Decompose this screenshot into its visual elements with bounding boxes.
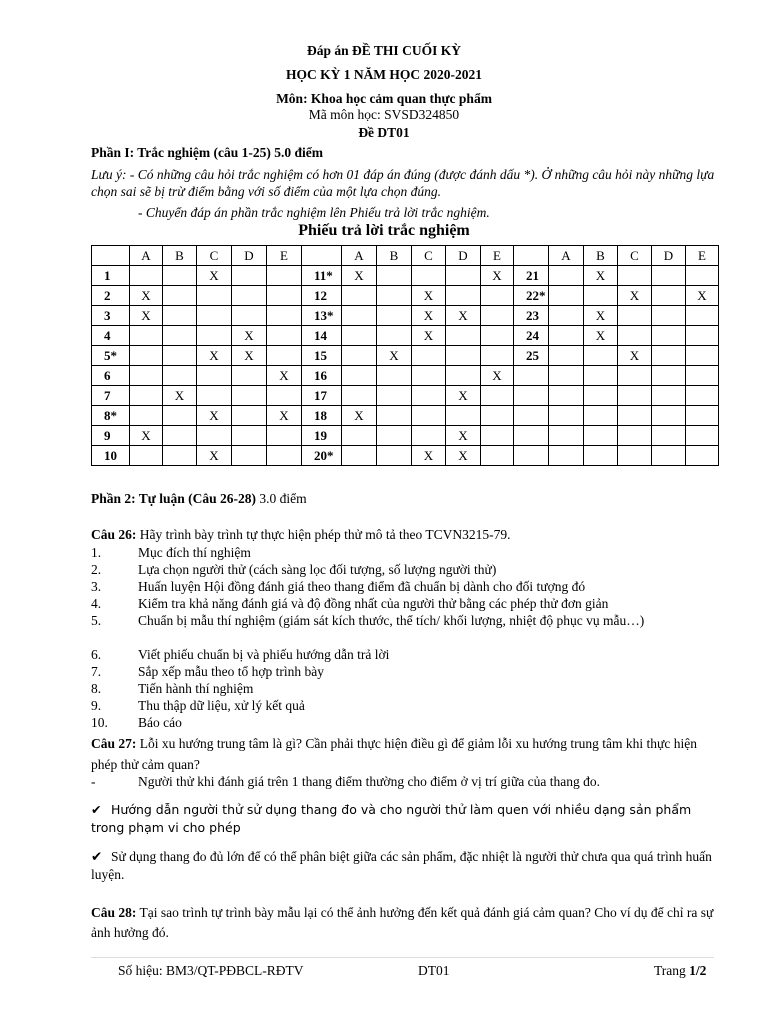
question-number-cell: 10 xyxy=(92,446,130,466)
doc-title: Đáp án ĐỀ THI CUỐI KỲ xyxy=(307,43,461,58)
table-header-cell: B xyxy=(584,246,618,266)
answer-cell xyxy=(584,406,618,426)
question-number-cell: 9 xyxy=(92,426,130,446)
answer-cell xyxy=(267,346,302,366)
answer-cell xyxy=(130,266,163,286)
list-item: 7. Sắp xếp mẫu theo tổ hợp trình bày xyxy=(91,664,324,679)
answer-cell xyxy=(130,366,163,386)
question-number-cell: 5* xyxy=(92,346,130,366)
answer-cell xyxy=(163,286,197,306)
answer-cell xyxy=(377,326,412,346)
answer-cell: X xyxy=(481,266,514,286)
answer-cell xyxy=(232,426,267,446)
part2-heading: Phần 2: Tự luận (Câu 26-28) 3.0 điểm xyxy=(91,491,307,506)
answer-cell xyxy=(584,286,618,306)
table-header-cell: E xyxy=(267,246,302,266)
part1-heading: Phần I: Trắc nghiệm (câu 1-25) 5.0 điểm xyxy=(91,145,323,160)
table-header-cell: D xyxy=(446,246,481,266)
table-header-cell xyxy=(302,246,342,266)
answer-cell xyxy=(618,326,652,346)
table-row xyxy=(92,406,719,426)
answer-cell xyxy=(267,266,302,286)
answer-cell xyxy=(686,366,719,386)
answer-cell xyxy=(549,426,584,446)
answer-cell: X xyxy=(618,346,652,366)
answer-cell xyxy=(686,326,719,346)
answer-cell xyxy=(481,286,514,306)
table-row xyxy=(92,306,719,326)
question-number-cell: 18 xyxy=(302,406,342,426)
answer-cell xyxy=(618,366,652,386)
answer-table xyxy=(91,245,719,466)
answer-cell xyxy=(377,406,412,426)
list-item: 10. Báo cáo xyxy=(91,715,182,730)
q27-answer: - Người thử khi đánh giá trên 1 thang điểm thường cho điểm ở vị trí giữa của thang đo. xyxy=(91,774,600,789)
q27-check-item: ✔ Hướng dẫn người thử sử dụng thang đo và cho người thử làm quen với nhiều dạng sản phẩm trong phạm vi cho phép xyxy=(91,802,692,835)
answer-cell: X xyxy=(342,266,377,286)
question-number-cell xyxy=(514,426,549,446)
answer-cell xyxy=(232,406,267,426)
answer-cell: X xyxy=(197,446,232,466)
answer-cell xyxy=(163,366,197,386)
answer-cell xyxy=(267,386,302,406)
answer-cell xyxy=(618,266,652,286)
list-item: 1. Mục đích thí nghiệm xyxy=(91,545,251,560)
list-item: 6. Viết phiếu chuẩn bị và phiếu hướng dẫn trả lời xyxy=(91,647,390,662)
table-header-cell: C xyxy=(412,246,446,266)
table-header-cell: B xyxy=(163,246,197,266)
answer-cell xyxy=(652,326,686,346)
question-number-cell: 19 xyxy=(302,426,342,446)
answer-cell: X xyxy=(130,286,163,306)
answer-cell xyxy=(267,446,302,466)
list-item: 9. Thu thập dữ liệu, xử lý kết quả xyxy=(91,698,305,713)
answer-cell xyxy=(267,286,302,306)
answer-cell xyxy=(232,286,267,306)
table-row xyxy=(92,366,719,386)
answer-cell xyxy=(412,426,446,446)
answer-cell xyxy=(267,426,302,446)
answer-cell xyxy=(549,446,584,466)
answer-cell xyxy=(130,346,163,366)
answer-cell xyxy=(163,326,197,346)
question-number-cell: 11* xyxy=(302,266,342,286)
table-header-cell: D xyxy=(232,246,267,266)
question-number-cell: 6 xyxy=(92,366,130,386)
answer-cell: X xyxy=(197,406,232,426)
answer-cell xyxy=(652,366,686,386)
answer-cell xyxy=(163,346,197,366)
answer-cell: X xyxy=(584,306,618,326)
answer-cell xyxy=(342,386,377,406)
answer-cell xyxy=(481,386,514,406)
table-row xyxy=(92,346,719,366)
answer-cell xyxy=(652,386,686,406)
list-item: 8. Tiến hành thí nghiệm xyxy=(91,681,254,696)
question-number-cell: 13* xyxy=(302,306,342,326)
question-number-cell xyxy=(514,446,549,466)
answer-cell xyxy=(232,386,267,406)
answer-cell xyxy=(481,446,514,466)
answer-cell xyxy=(232,446,267,466)
answer-cell: X xyxy=(197,346,232,366)
answer-cell xyxy=(377,386,412,406)
answer-cell xyxy=(130,406,163,426)
answer-cell xyxy=(342,326,377,346)
answer-cell xyxy=(549,366,584,386)
answer-cell xyxy=(481,306,514,326)
answer-cell: X xyxy=(446,446,481,466)
answer-cell: X xyxy=(584,266,618,286)
answer-cell xyxy=(618,406,652,426)
question-number-cell: 15 xyxy=(302,346,342,366)
answer-cell xyxy=(163,426,197,446)
question-number-cell: 7 xyxy=(92,386,130,406)
answer-cell xyxy=(584,426,618,446)
table-header-cell xyxy=(92,246,130,266)
question-number-cell: 23 xyxy=(514,306,549,326)
answer-cell xyxy=(377,446,412,466)
answer-cell xyxy=(549,346,584,366)
answer-cell xyxy=(412,386,446,406)
answer-cell xyxy=(652,426,686,446)
answer-cell xyxy=(267,306,302,326)
answer-cell xyxy=(412,346,446,366)
answer-sheet-title: Phiếu trả lời trắc nghiệm xyxy=(298,222,470,239)
answer-cell xyxy=(446,326,481,346)
answer-cell xyxy=(446,346,481,366)
answer-cell xyxy=(232,306,267,326)
answer-cell xyxy=(584,446,618,466)
answer-cell: X xyxy=(197,266,232,286)
question-number-cell: 24 xyxy=(514,326,549,346)
question-number-cell xyxy=(514,386,549,406)
answer-cell xyxy=(197,386,232,406)
question-number-cell: 12 xyxy=(302,286,342,306)
checkmark-icon: ✔ xyxy=(91,802,102,817)
answer-cell xyxy=(446,266,481,286)
answer-cell xyxy=(377,426,412,446)
answer-cell xyxy=(549,286,584,306)
list-item: 4. Kiểm tra khả năng đánh giá và độ đồng nhất của người thử bằng các phép thử đơn giản xyxy=(91,596,609,611)
answer-cell xyxy=(377,306,412,326)
answer-cell xyxy=(686,446,719,466)
question-number-cell: 22* xyxy=(514,286,549,306)
answer-cell xyxy=(130,326,163,346)
answer-cell: X xyxy=(686,286,719,306)
answer-cell xyxy=(163,266,197,286)
table-header-cell: B xyxy=(377,246,412,266)
answer-cell xyxy=(412,406,446,426)
answer-cell xyxy=(618,426,652,446)
question-27: Câu 27: Lỗi xu hướng trung tâm là gì? Cần phải thực hiện điều gì để giảm lỗi xu hướng trung tâm khi thực hiện phép thử cảm quan? xyxy=(91,736,697,772)
question-number-cell: 2 xyxy=(92,286,130,306)
answer-cell xyxy=(618,446,652,466)
course-code-line: Mã môn học: SVSD324850 xyxy=(308,107,460,122)
question-number-cell: 25 xyxy=(514,346,549,366)
answer-cell xyxy=(686,266,719,286)
answer-cell xyxy=(163,406,197,426)
answer-cell xyxy=(342,366,377,386)
answer-cell xyxy=(481,406,514,426)
checkmark-icon: ✔ xyxy=(91,849,103,865)
footer-page-number: Trang 1/2 xyxy=(654,963,707,978)
answer-cell xyxy=(377,266,412,286)
answer-cell xyxy=(652,306,686,326)
answer-cell: X xyxy=(267,406,302,426)
part1-note-transfer: - Chuyển đáp án phần trắc nghiệm lên Phiếu trả lời trắc nghiệm. xyxy=(138,205,490,220)
table-header-cell: D xyxy=(652,246,686,266)
answer-cell: X xyxy=(232,326,267,346)
answer-cell xyxy=(549,386,584,406)
answer-cell xyxy=(232,266,267,286)
table-header-row xyxy=(92,246,719,266)
part1-note: Lưu ý: - Có những câu hỏi trắc nghiệm có hơn 01 đáp án đúng (được đánh dấu *). Ở những câu hỏi này những lựa chọn sai sẽ bị trừ điểm bằng với số điểm của một lựa chọn đúng. xyxy=(91,167,715,199)
table-header-cell: A xyxy=(130,246,163,266)
answer-cell xyxy=(549,326,584,346)
answer-cell: X xyxy=(584,326,618,346)
footer-exam-code: DT01 xyxy=(418,963,450,978)
answer-cell xyxy=(377,286,412,306)
question-number-cell: 17 xyxy=(302,386,342,406)
answer-cell xyxy=(686,306,719,326)
answer-cell: X xyxy=(130,306,163,326)
question-28: Câu 28: Tại sao trình tự trình bày mẫu lại có thể ảnh hưởng đến kết quả đánh giá cảm quan? Cho ví dụ để chỉ ra sự ảnh hưởng đó. xyxy=(91,905,714,940)
answer-cell: X xyxy=(412,446,446,466)
table-row xyxy=(92,266,719,286)
answer-cell xyxy=(686,346,719,366)
answer-cell: X xyxy=(446,426,481,446)
answer-cell xyxy=(342,426,377,446)
answer-cell xyxy=(197,306,232,326)
question-26: Câu 26: Hãy trình bày trình tự thực hiện phép thử mô tả theo TCVN3215-79. xyxy=(91,527,511,542)
exam-code-line: Đề DT01 xyxy=(358,125,410,140)
answer-cell xyxy=(342,286,377,306)
answer-cell xyxy=(197,286,232,306)
table-header-cell: E xyxy=(686,246,719,266)
answer-cell xyxy=(446,406,481,426)
answer-cell: X xyxy=(446,306,481,326)
answer-cell: X xyxy=(130,426,163,446)
list-item: 3. Huấn luyện Hội đồng đánh giá theo thang điểm đã chuẩn bị dành cho đối tượng đó xyxy=(91,579,586,594)
answer-cell xyxy=(652,446,686,466)
q27-check-item: ✔ Sử dụng thang đo đủ lớn để có thể phân biệt giữa các sản phẩm, đặc nhiệt là người thử chưa qua quá trình huấn luyện. xyxy=(91,849,712,882)
answer-cell xyxy=(584,366,618,386)
question-number-cell: 3 xyxy=(92,306,130,326)
answer-cell xyxy=(130,386,163,406)
answer-cell xyxy=(197,326,232,346)
answer-cell xyxy=(163,306,197,326)
question-number-cell: 4 xyxy=(92,326,130,346)
table-header-cell: A xyxy=(549,246,584,266)
footer-doc-code: Số hiệu: BM3/QT-PĐBCL-RĐTV xyxy=(118,963,304,978)
answer-cell xyxy=(232,366,267,386)
answer-cell xyxy=(652,406,686,426)
table-header-cell: C xyxy=(618,246,652,266)
answer-cell xyxy=(446,286,481,306)
answer-cell xyxy=(412,266,446,286)
footer-divider xyxy=(91,957,714,958)
table-row xyxy=(92,446,719,466)
answer-cell: X xyxy=(342,406,377,426)
answer-cell xyxy=(342,306,377,326)
answer-cell xyxy=(267,326,302,346)
answer-cell xyxy=(130,446,163,466)
answer-cell xyxy=(197,426,232,446)
answer-cell: X xyxy=(232,346,267,366)
subject-line: Môn: Khoa học cảm quan thực phẩm xyxy=(276,91,492,106)
question-number-cell: 21 xyxy=(514,266,549,286)
answer-cell: X xyxy=(481,366,514,386)
question-number-cell: 20* xyxy=(302,446,342,466)
answer-cell: X xyxy=(267,366,302,386)
answer-cell: X xyxy=(446,386,481,406)
question-number-cell xyxy=(514,406,549,426)
answer-cell: X xyxy=(618,286,652,306)
answer-cell xyxy=(584,346,618,366)
table-header-cell xyxy=(514,246,549,266)
list-item: 5. Chuẩn bị mẫu thí nghiệm (giám sát kích thước, thể tích/ khối lượng, nhiệt độ phục vụ mẫu…) xyxy=(91,613,645,628)
question-number-cell: 8* xyxy=(92,406,130,426)
answer-cell xyxy=(342,446,377,466)
answer-cell xyxy=(686,426,719,446)
answer-cell: X xyxy=(412,306,446,326)
table-row xyxy=(92,386,719,406)
answer-cell xyxy=(652,286,686,306)
table-header-cell: A xyxy=(342,246,377,266)
answer-cell: X xyxy=(377,346,412,366)
question-number-cell xyxy=(514,366,549,386)
answer-cell xyxy=(446,366,481,386)
list-item: 2. Lựa chọn người thử (cách sàng lọc đối tượng, số lượng người thử) xyxy=(91,562,497,577)
answer-cell: X xyxy=(412,326,446,346)
answer-cell: X xyxy=(163,386,197,406)
answer-cell xyxy=(549,266,584,286)
answer-cell xyxy=(652,346,686,366)
answer-cell xyxy=(163,446,197,466)
answer-cell xyxy=(377,366,412,386)
answer-cell xyxy=(686,406,719,426)
answer-cell xyxy=(481,426,514,446)
semester-line: HỌC KỲ 1 NĂM HỌC 2020-2021 xyxy=(285,67,483,82)
answer-cell xyxy=(412,366,446,386)
answer-cell xyxy=(197,366,232,386)
question-number-cell: 16 xyxy=(302,366,342,386)
question-number-cell: 1 xyxy=(92,266,130,286)
answer-cell xyxy=(481,346,514,366)
answer-cell xyxy=(618,386,652,406)
answer-cell xyxy=(549,406,584,426)
answer-cell xyxy=(481,326,514,346)
answer-cell xyxy=(686,386,719,406)
answer-cell xyxy=(584,386,618,406)
table-header-cell: E xyxy=(481,246,514,266)
answer-cell xyxy=(652,266,686,286)
table-row xyxy=(92,426,719,446)
answer-cell xyxy=(549,306,584,326)
answer-cell: X xyxy=(412,286,446,306)
question-number-cell: 14 xyxy=(302,326,342,346)
table-row xyxy=(92,286,719,306)
answer-cell xyxy=(342,346,377,366)
table-row xyxy=(92,326,719,346)
answer-cell xyxy=(618,306,652,326)
table-header-cell: C xyxy=(197,246,232,266)
